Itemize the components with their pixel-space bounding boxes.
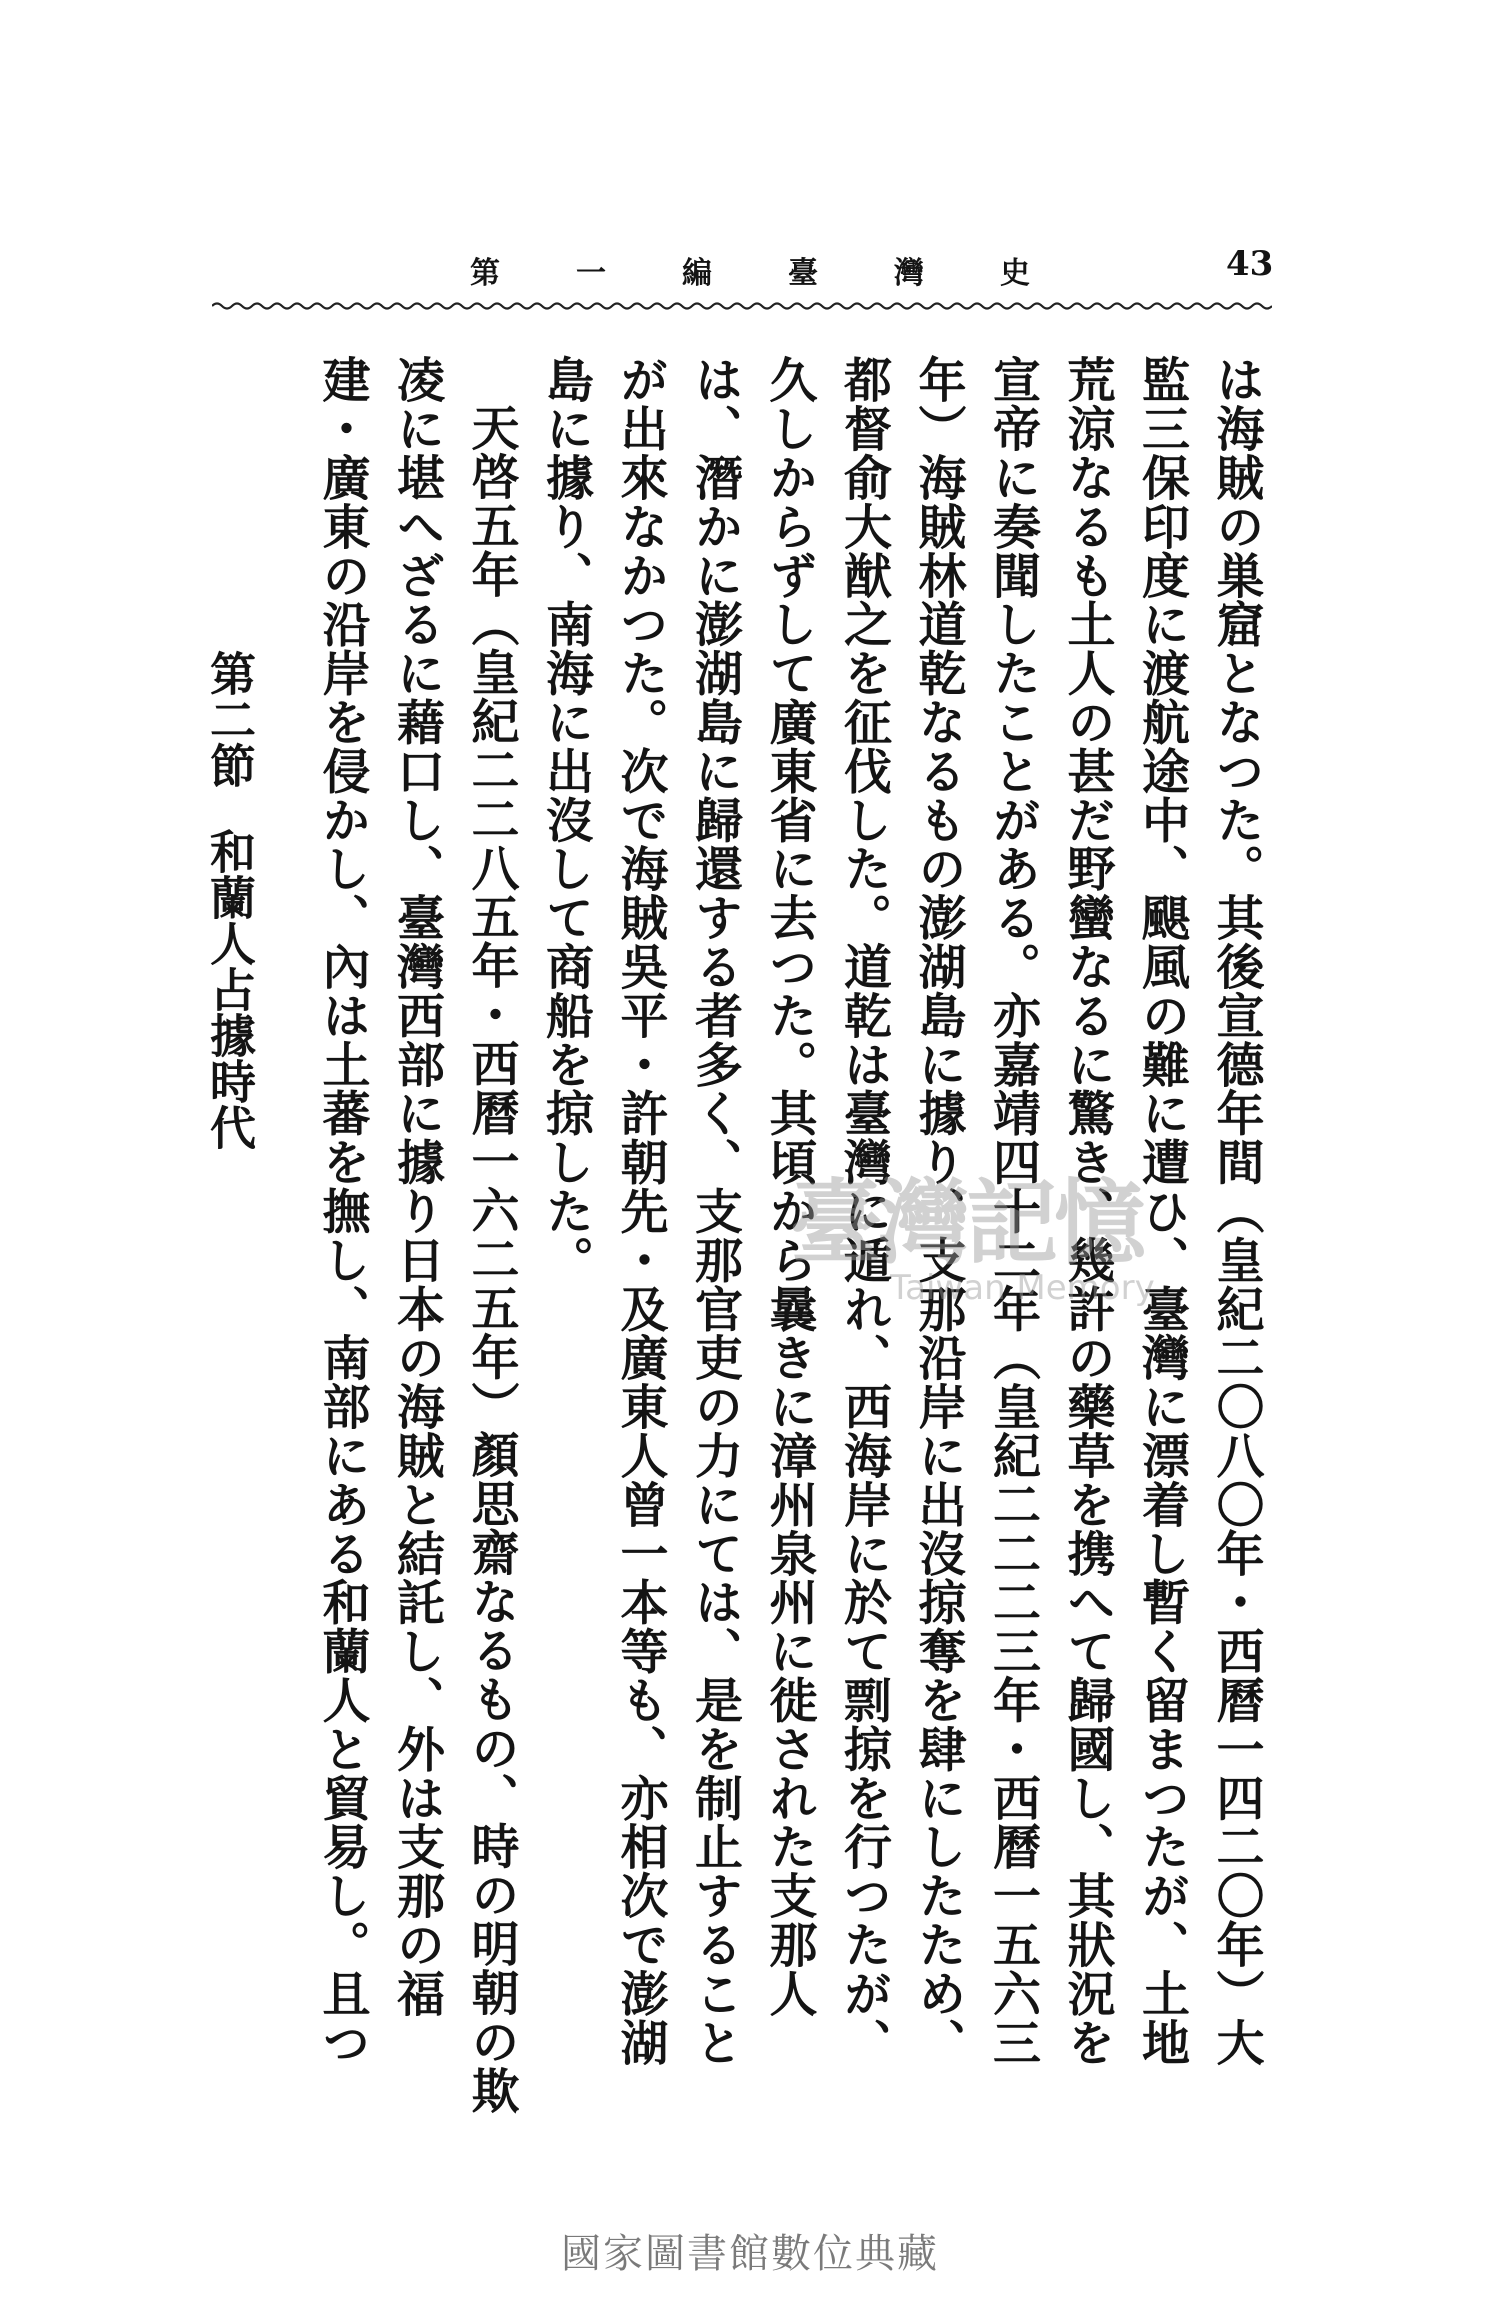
running-title-char: 一 [576, 256, 606, 291]
running-title [470, 248, 1030, 292]
section-heading [195, 650, 265, 1350]
running-title-char: 臺 [788, 256, 818, 291]
paragraph: 天啓五年（皇紀二二八五年・西曆一六二五年）顏思齋なるもの、時の明朝の欺凌に堪へざるに藉口し、臺灣西部に據り日本の海賊と結託し、外は支那の福建・廣東の沿岸を侵かし、內は土蕃を撫し、南部にある和蘭人と貿易し。且つ [314, 355, 519, 2115]
header-wavy-rule [212, 300, 1272, 312]
watermark-logo [790, 1150, 1155, 1340]
running-title-char: 史 [1000, 256, 1030, 291]
page-number: 43 [1226, 244, 1274, 284]
watermark-subtext: Taiwan Memory [890, 1268, 1155, 1308]
footer-credit: 國家圖書館數位典藏 [561, 2231, 939, 2277]
section-number: 第二節 [203, 650, 257, 788]
running-title-char: 第 [470, 256, 500, 291]
running-title-char: 編 [682, 256, 712, 291]
watermark-text: 臺灣記憶 [790, 1170, 1143, 1277]
running-title-char: 灣 [894, 256, 924, 291]
section-title: 和蘭人占據時代 [203, 828, 257, 1150]
paragraph: は海賊の巣窟となつた。其後宣德年間（皇紀二〇八〇年・西曆一四二〇年）大監三保印度に渡航途中、颶風の難に遭ひ、臺灣に漂着し暫く留まつたが、土地荒涼なるも土人の甚だ野蠻なるに驚き、幾許の藥草を携へて歸國し、其狀況を宣帝に奏聞したことがある。亦嘉靖四十二年（皇紀二二二三年・西曆一五六三年）海賊林道乾なるもの澎湖島に據り、支那沿岸に出沒掠奪を肆にしたため、都督俞大猷之を征伐した。道乾は臺灣に遁れ、西海岸に於て剽掠を行つたが、久しからずして廣東省に去つた。其頃から曩きに漳州泉州に徙された支那人は、潛かに澎湖島に歸還する者多く、支那官吏の力にては、是を制止することが出來なかつた。次で海賊吳平・許朝先・及廣東人曾一本等も、亦相次で澎湖島に據り、南海に出沒して商船を掠した。 [537, 355, 1264, 2067]
